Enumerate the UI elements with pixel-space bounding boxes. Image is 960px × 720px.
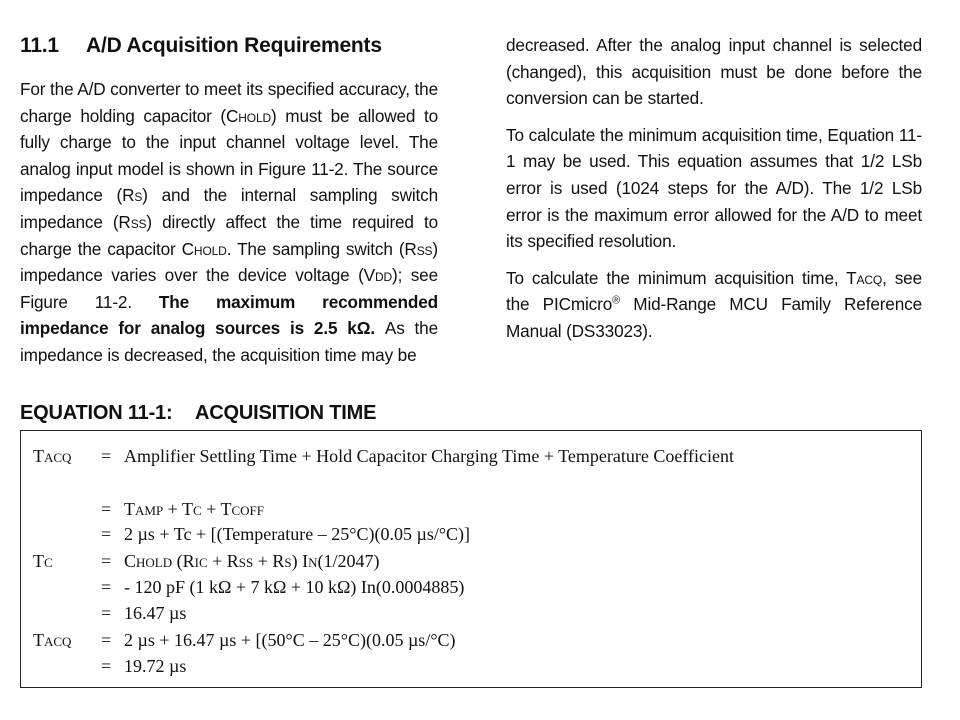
equals-sign: = (101, 551, 112, 571)
equals-sign: = (101, 499, 112, 519)
bold-statement: The maximum recommended impedance for analog sources is 2.5 kΩ. (20, 291, 438, 339)
equals-sign: = (101, 577, 112, 597)
equation-title: ACQUISITION TIME (195, 402, 377, 424)
equation-rhs: 2 µs + 16.47 µs + [(50°C – 25°C)(0.05 µs/°C) (124, 630, 456, 650)
rss-subscript: ss (130, 211, 147, 232)
equation-rhs: Tamp + Tc + Tcoff (124, 499, 265, 519)
text-run: ) directly affect the time required to charge the capacitor (20, 211, 438, 259)
text-run: . The sampling switch (R (226, 238, 417, 259)
left-paragraph (20, 76, 438, 369)
equals-sign: = (101, 603, 112, 623)
text-run: ) must be allowed to fully charge to the input channel voltage level. The analog input model is shown in Figure 11-2. The source impedance (R (20, 105, 439, 206)
equation-rhs: - 120 pF (1 kΩ + 7 kΩ + 10 kΩ) In(0.0004885) (124, 577, 465, 597)
chold-term: Chold (226, 105, 272, 126)
chold-term: Chold (181, 238, 227, 259)
tacq-subscript: acq (856, 267, 883, 288)
rs-subscript: s (134, 185, 143, 206)
right-column (506, 32, 922, 345)
text-run: For the A/D converter to meet its specified accuracy, the charge holding capacitor ( (20, 79, 438, 126)
equation-box (20, 430, 922, 688)
left-column (20, 76, 438, 369)
text-run: ) and the internal sampling switch impedance (R (20, 185, 438, 232)
right-paragraph-2: To calculate the minimum acquisition time, Equation 11-1 may be used. This equation assumes that 1/2 LSb error is used (1024 steps for the A/D). The 1/2 LSb error is the maximum error allowed for the A/D to meet its specified resolution. (506, 124, 922, 252)
equation-label: EQUATION 11-1: (20, 402, 173, 424)
text-run: As the impedance is decreased, the acquisition time may be (20, 318, 439, 365)
equation-lhs: Tacq (33, 630, 72, 650)
equals-sign: = (101, 656, 112, 676)
equation-rhs: 19.72 µs (124, 656, 187, 676)
right-paragraph-1: decreased. After the analog input channel is selected (changed), this acquisition must be done before the conversion can be started. (506, 35, 922, 109)
equals-sign: = (101, 446, 112, 466)
equals-sign: = (101, 630, 112, 650)
equation-lhs: Tc (33, 551, 53, 571)
section-number: 11.1 (20, 34, 59, 57)
equation-rhs: 16.47 µs (124, 603, 187, 623)
text-run: Mid-Range MCU Family Reference Manual (DS33023). (506, 294, 922, 341)
text-run: ) impedance varies over the device voltage (V (20, 238, 438, 286)
equation-rhs: Chold (Ric + Rss + Rs) In(1/2047) (124, 551, 380, 571)
text-run: , see the PICmicro (506, 267, 922, 315)
vdd-subscript: dd (374, 265, 393, 286)
equation-rhs: 2 µs + Tc + [(Temperature – 25°C)(0.05 µs/°C)] (124, 524, 471, 544)
equation-rhs: Amplifier Settling Time + Hold Capacitor Charging Time + Temperature Coefficient (124, 446, 734, 466)
right-paragraph-3 (506, 265, 922, 345)
rss-subscript: ss (416, 238, 433, 259)
section-title: A/D Acquisition Requirements (86, 34, 382, 57)
text-run: To calculate the minimum acquisition time, T (506, 267, 857, 288)
equation-lhs: Tacq (33, 446, 72, 466)
text-run: ); see Figure 11-2. (20, 265, 438, 312)
section-heading (20, 34, 382, 58)
registered-mark: ® (612, 294, 621, 307)
equation-heading (20, 402, 376, 425)
equals-sign: = (101, 524, 112, 544)
